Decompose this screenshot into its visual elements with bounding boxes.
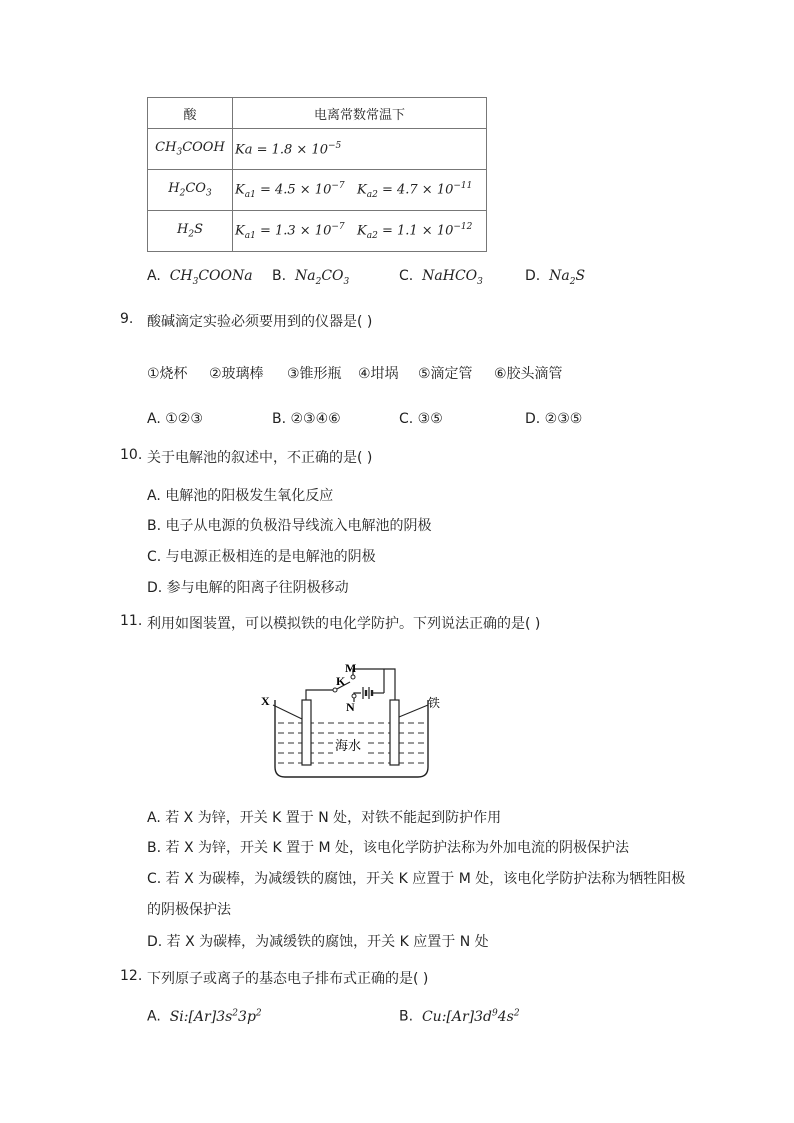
constant-cell: $K_{a1} = 4.5 \times 10^{-7}$ $K_{a2} = 4.7 \times 10^{-11}$ — [233, 170, 487, 211]
label-n: N — [346, 700, 355, 714]
acid-cell: $H_2S$ — [148, 211, 233, 252]
q12-option-a[interactable]: A. $Si:[Ar]3s^23p^2$ — [147, 1008, 262, 1025]
table-row — [148, 211, 487, 252]
q10-option-b[interactable]: B. 电子从电源的负极沿导线流入电解池的阴极 — [147, 518, 432, 534]
ionization-constant-table — [147, 97, 487, 252]
iron-leader-line — [399, 705, 428, 717]
q9-item: ②玻璃棒 — [209, 366, 264, 382]
constant-cell: $Ka = 1.8 \times 10^{-5}$ — [233, 129, 487, 170]
q9-stem: 酸碱滴定实验必须要用到的仪器是( ) — [147, 314, 373, 330]
header-acid: 酸 — [148, 98, 233, 129]
acid-cell: $H_2CO_3$ — [148, 170, 233, 211]
acid-cell: $CH_3COOH$ — [148, 129, 233, 170]
switch-pivot — [333, 688, 337, 692]
label-iron: 铁 — [428, 696, 441, 710]
q10-number: 10. — [120, 447, 143, 463]
label-x: X — [261, 694, 270, 708]
constant-cell: $K_{a1} = 1.3 \times 10^{-7}$ $K_{a2} = 1.1 \times 10^{-12}$ — [233, 211, 487, 252]
label-seawater: 海水 — [335, 739, 362, 754]
q10-option-c[interactable]: C. 与电源正极相连的是电解池的阴极 — [147, 549, 376, 565]
q8-option-a[interactable]: A. $CH_3COONa$ — [147, 268, 253, 287]
x-electrode — [302, 700, 311, 765]
q9-item: ⑤滴定管 — [418, 366, 473, 382]
table-header-row — [148, 98, 487, 129]
q8-option-d[interactable]: D. $Na_2S$ — [525, 268, 586, 287]
q12-option-b[interactable]: B. $Cu:[Ar]3d^94s^2$ — [399, 1008, 520, 1025]
battery-icon — [363, 687, 372, 699]
x-leader-line — [273, 705, 302, 719]
q9-option-a[interactable]: A. ①②③ — [147, 411, 203, 427]
q9-option-b[interactable]: B. ②③④⑥ — [272, 411, 341, 427]
q9-option-d[interactable]: D. ②③⑤ — [525, 411, 583, 427]
q11-option-b[interactable]: B. 若 X 为锌，开关 K 置于 M 处，该电化学防护法称为外加电流的阴极保护法 — [147, 840, 630, 856]
iron-electrode — [390, 700, 399, 765]
table-row — [148, 129, 487, 170]
electrochemical-protection-diagram — [255, 655, 455, 785]
q11-option-d[interactable]: D. 若 X 为碳棒，为减缓铁的腐蚀，开关 K 应置于 N 处 — [147, 934, 489, 950]
q9-option-c[interactable]: C. ③⑤ — [399, 411, 443, 427]
q12-stem: 下列原子或离子的基态电子排布式正确的是( ) — [147, 971, 429, 987]
q11-stem: 利用如图装置，可以模拟铁的电化学防护。下列说法正确的是( ) — [147, 616, 541, 632]
contact-m — [351, 675, 355, 679]
q8-option-b[interactable]: B. $Na_2CO_3$ — [272, 268, 350, 287]
header-constant: 电离常数常温下 — [233, 98, 487, 129]
q11-number: 11. — [120, 613, 143, 629]
q11-option-a[interactable]: A. 若 X 为锌，开关 K 置于 N 处，对铁不能起到防护作用 — [147, 810, 502, 826]
q9-item: ①烧杯 — [147, 366, 188, 382]
table-row — [148, 170, 487, 211]
q11-option-c[interactable]: C. 若 X 为碳棒，为减缓铁的腐蚀，开关 K 应置于 M 处，该电化学防护法称为牺牲阳极 — [147, 871, 686, 887]
contact-n — [352, 694, 356, 698]
q9-item: ④坩埚 — [358, 366, 399, 382]
q9-item: ③锥形瓶 — [287, 366, 342, 382]
q11-option-c-continued: 的阴极保护法 — [147, 902, 231, 918]
q8-option-c[interactable]: C. NaHCO$_3$ — [399, 268, 483, 287]
q9-item: ⑥胶头滴管 — [494, 366, 563, 382]
q10-option-d[interactable]: D. 参与电解的阳离子往阴极移动 — [147, 580, 349, 596]
q10-option-a[interactable]: A. 电解池的阳极发生氧化反应 — [147, 488, 334, 504]
q10-stem: 关于电解池的叙述中，不正确的是( ) — [147, 450, 373, 466]
label-m: M — [345, 661, 357, 675]
q9-number: 9. — [120, 311, 134, 327]
label-k: K — [336, 674, 346, 688]
q12-number: 12. — [120, 968, 143, 984]
